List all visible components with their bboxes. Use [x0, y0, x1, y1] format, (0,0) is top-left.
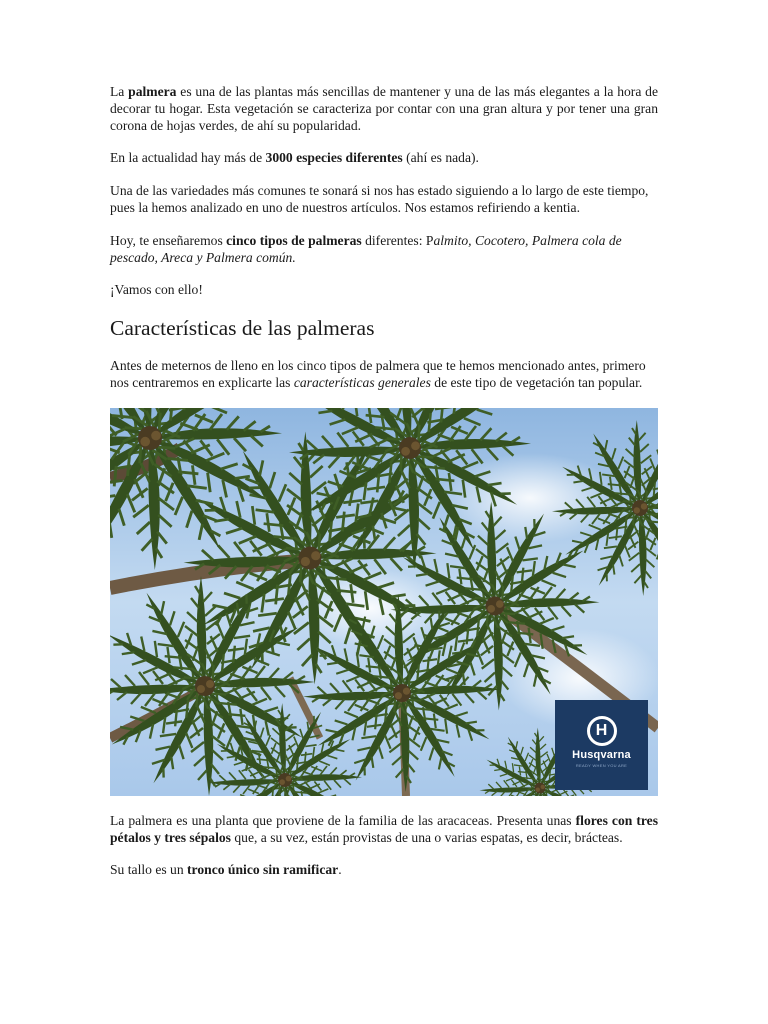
italic-text: características generales — [293, 374, 431, 390]
husqvarna-crown-icon: H — [587, 716, 617, 746]
lets-go-paragraph: ¡Vamos con ello! — [110, 282, 203, 298]
section-heading: Características de las palmeras — [110, 316, 375, 341]
bold-text: flores con tres pétalos y tres sépalos — [110, 812, 658, 845]
text-run: es una de las plantas más sencillas de mantener y una de las más elegantes a la hora de decorar tu hogar. Esta vegetación se caracteriza por contar con una gran altura y por tener una gran corona de hojas verdes, de ahí su popularidad. — [110, 84, 658, 133]
characteristics-intro-paragraph — [110, 358, 658, 392]
text-run: La — [110, 84, 129, 99]
husqvarna-logo-badge — [555, 700, 648, 790]
family-paragraph — [110, 813, 658, 847]
text-run: Hoy, te enseñaremos — [110, 232, 227, 248]
types-paragraph — [110, 233, 658, 267]
bold-text: 3000 especies diferentes — [265, 150, 403, 166]
husqvarna-tagline: READY WHEN YOU ARE — [575, 762, 628, 768]
species-paragraph — [110, 150, 658, 167]
palm-trees-photo — [110, 408, 658, 796]
text-run: de este tipo de vegetación tan popular. — [430, 374, 643, 390]
bold-text: palmera — [128, 84, 177, 99]
text-run: Antes de meternos de lleno en los cinco tipos de palmera que te hemos mencionado antes, primero nos centraremos en explicarte las — [110, 358, 646, 390]
husqvarna-wordmark: Husqvarna — [572, 748, 631, 761]
text-run: (ahí es nada). — [402, 150, 479, 166]
text-run: . — [338, 862, 342, 878]
text-run: Su tallo es un — [110, 862, 188, 878]
trunk-paragraph — [110, 862, 658, 879]
bold-text: tronco único sin ramificar — [187, 862, 339, 878]
intro-paragraph — [110, 84, 658, 134]
text-run: La palmera es una planta que proviene de la familia de las aracaceas. Presenta unas — [110, 812, 576, 828]
text-run: diferentes: P — [361, 232, 434, 248]
italic-text: almito, Cocotero, Palmera cola de pescado, Areca y Palmera común. — [110, 232, 622, 265]
text-run: que, a su vez, están provistas de una o varias espatas, es decir, brácteas. — [230, 829, 623, 845]
text-run: En la actualidad hay más de — [110, 150, 266, 166]
kentia-paragraph: Una de las variedades más comunes te sonará si nos has estado siguiendo a lo largo de este tiempo, pues la hemos analizado en uno de nuestros artículos. Nos estamos refiriendo a kentia. — [110, 183, 649, 215]
bold-text: cinco tipos de palmeras — [226, 232, 362, 248]
document-body — [110, 84, 658, 895]
